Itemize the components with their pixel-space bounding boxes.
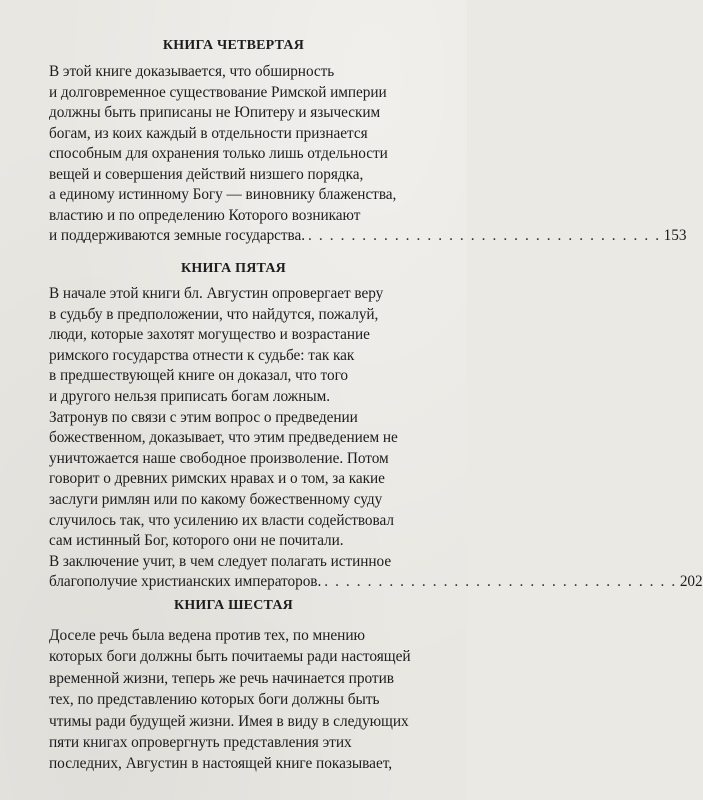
- text-line: Затронув по связи с этим вопрос о предведении: [49, 408, 358, 426]
- text-line: заслуги римлян или по какому божественному суду: [49, 490, 383, 508]
- page-number: 202: [679, 573, 703, 591]
- text-line: божественном, доказывает, что этим предведением не: [49, 429, 398, 447]
- text-line: В заключение учит, в чем следует полагать истинное: [49, 552, 392, 570]
- text-line: чтимы ради будущей жизни. Имея в виду в следующих: [49, 712, 409, 730]
- dot-leader: . . . . . . . . . . . . . . . . . . . . . . . . . . . . . . . . .: [308, 227, 661, 244]
- section-summary-book-four: [49, 62, 687, 247]
- text-line: пяти книгах опровергнуть представления этих: [49, 733, 352, 751]
- text-line: В начале этой книги бл. Августин опровергает веру: [49, 285, 384, 302]
- toc-entry-last-line[interactable]: [49, 572, 703, 593]
- text-line: в предшествующей книге он доказал, что того: [49, 367, 349, 385]
- text-line: и поддерживаются земные государства.: [49, 227, 306, 244]
- section-heading-book-four: КНИГА ЧЕТВЕРТАЯ: [162, 38, 305, 53]
- page-number: 153: [663, 227, 687, 244]
- dot-leader: . . . . . . . . . . . . . . . . . . . . . . . . . . . . . . . . .: [324, 573, 677, 591]
- text-line: и другого нельзя приписать богам ложным.: [49, 387, 330, 405]
- section-heading-book-five: КНИГА ПЯТАЯ: [181, 261, 286, 276]
- text-line: благополучие христианских императоров.: [49, 573, 322, 591]
- text-line: и долговременное существование Римской империи: [49, 83, 387, 101]
- text-line: тех, по представлению которых боги должны быть: [49, 691, 380, 709]
- text-line: люди, которые захотят могущество и возрастание: [49, 326, 370, 344]
- toc-entry-last-line[interactable]: [49, 226, 687, 247]
- text-line: римского государства отнести к судьбе: так как: [49, 346, 355, 364]
- text-line: временной жизни, теперь же речь начинается против: [49, 669, 394, 687]
- text-line: богам, из коих каждый в отдельности признается: [49, 124, 368, 142]
- text-line: уничтожается наше свободное произволение. Потом: [49, 449, 389, 467]
- section-summary-book-five: [49, 284, 703, 593]
- text-line: последних, Августин в настоящей книге показывает,: [49, 755, 393, 773]
- text-line: а единому истинному Богу — виновнику блаженства,: [49, 186, 397, 203]
- text-line: в судьбу в предположении, что найдутся, пожалуй,: [49, 305, 379, 323]
- text-line: которых боги должны быть почитаемы ради настоящей: [49, 648, 411, 666]
- text-line: говорит о древних римских нравах и о том, за какие: [49, 470, 385, 488]
- section-summary-book-six: [49, 625, 419, 775]
- text-line: способным для охранения только лишь отдельности: [49, 145, 388, 162]
- text-line: В этой книге доказывается, что обширность: [49, 63, 335, 80]
- text-line: случилось так, что усилению их власти содействовал: [49, 511, 394, 529]
- text-line: вещей и совершения действий низшего порядка,: [49, 165, 364, 183]
- text-line: должны быть приписаны не Юпитеру и языческим: [49, 104, 381, 121]
- text-line: сам истинный Бог, которого они не почитали.: [49, 532, 344, 550]
- text-line: властию и по определению Которого возникают: [49, 206, 361, 224]
- text-line: Доселе речь была ведена против тех, по мнению: [49, 627, 366, 644]
- section-heading-book-six: КНИГА ШЕСТАЯ: [173, 598, 293, 613]
